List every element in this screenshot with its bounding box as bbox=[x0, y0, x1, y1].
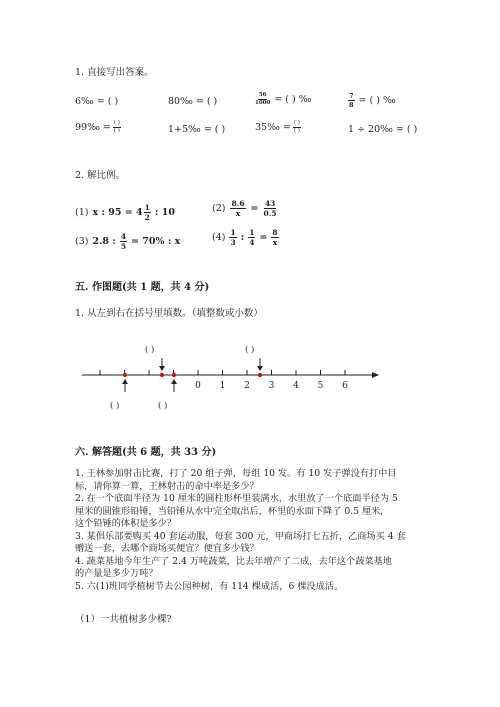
frac-den: 0.5 bbox=[263, 209, 277, 218]
q2-p4-label: (4) bbox=[212, 232, 226, 243]
sec5-q1: 1. 从左到右在括号里填数。（填整数或小数） bbox=[75, 308, 263, 319]
tick-label: 4 bbox=[293, 381, 299, 391]
frac-den: 2 bbox=[144, 213, 150, 222]
tick-label: 6 bbox=[342, 381, 348, 391]
problem-line: 这个铅锤的体积是多少？ bbox=[75, 518, 177, 529]
q2-p2-eq: = bbox=[250, 203, 259, 214]
frac-num: 8.6 bbox=[231, 199, 245, 208]
tick-label: 5 bbox=[317, 381, 324, 391]
sec6-problems bbox=[75, 468, 406, 593]
bottom-blank-1: ( ) bbox=[110, 401, 120, 411]
problem-line: 2. 在一个底面半径为 10 厘米的圆柱形杯里装满水，水里放了一个底面半径为 5 bbox=[75, 493, 398, 504]
tick-label: 0 bbox=[195, 381, 201, 391]
red-point-2 bbox=[160, 373, 164, 377]
problem-line: 赠送一套，去哪个商场买便宜？便宜多少钱？ bbox=[75, 543, 259, 554]
q1-r1-b: 80‰ = ( ) bbox=[168, 96, 218, 107]
red-point-3 bbox=[172, 373, 176, 377]
frac-num: 8 bbox=[272, 228, 278, 237]
q2-p1-a: x : 95 = 4 bbox=[92, 207, 143, 218]
q2-p3-label: (3) bbox=[75, 236, 89, 247]
q2-p4-eq: = bbox=[259, 232, 268, 243]
sec6-sub1: （1）一共植树多少棵? bbox=[75, 614, 172, 625]
top-blank-2: ( ) bbox=[245, 345, 255, 355]
frac-den: ( ) bbox=[293, 127, 300, 134]
problem-line: 3. 某俱乐部要购买 40 套运动服，每套 300 元，甲商场打七五折，乙商场买 4 套 bbox=[75, 530, 406, 542]
q2-p2-label: (2) bbox=[212, 203, 226, 214]
q2-p1-label: (1) bbox=[75, 207, 89, 218]
q1-r1-c-tail: = ( ) ‰ bbox=[274, 93, 312, 105]
frac-num: ( ) bbox=[113, 120, 120, 126]
tick-label: 1 bbox=[219, 381, 226, 391]
frac-num: 4 bbox=[120, 232, 127, 241]
sec5-heading: 五. 作图题(共 1 题，共 4 分) bbox=[75, 282, 210, 293]
problem-line: 标，请你算一算，王林射击的命中率是多少？ bbox=[75, 480, 259, 492]
up-arrow-1 bbox=[122, 379, 128, 392]
bottom-blank-2: ( ) bbox=[158, 401, 168, 411]
q1-r2-b: 1+5‰ = ( ) bbox=[168, 124, 226, 135]
up-arrow-2 bbox=[171, 379, 177, 392]
q1-title: 1. 直接写出答案。 bbox=[75, 67, 154, 78]
tick-label: 2 bbox=[244, 381, 250, 391]
red-point-1 bbox=[123, 373, 127, 377]
problem-line: 的产量是多少万吨？ bbox=[75, 568, 158, 579]
frac-den: x bbox=[235, 209, 241, 218]
q1-r2-a-lead: 99‰ = bbox=[75, 121, 111, 133]
q2-p3-b: = 70% : x bbox=[131, 236, 181, 247]
q2-p3-a: 2.8 : bbox=[92, 236, 116, 247]
frac-num: 7 bbox=[349, 92, 354, 100]
frac-den: 5 bbox=[120, 242, 127, 251]
sec6-heading: 六. 解答题(共 6 题，共 33 分) bbox=[75, 447, 217, 458]
frac-num: 1 bbox=[144, 203, 150, 212]
q1-r2-c-lead: 35‰ = bbox=[255, 121, 291, 133]
frac-num: 1 bbox=[249, 228, 255, 237]
q2-title: 2. 解比例。 bbox=[75, 170, 126, 181]
q1-r1-a: 6‰ = ( ) bbox=[75, 96, 119, 107]
problem-line: 厘米的圆锥形铅锤，当铅锤从水中完全取出后，杯里的水面下降了 0.5 厘米， bbox=[75, 505, 390, 517]
q1-r1-d-tail: = ( ) ‰ bbox=[358, 95, 396, 106]
frac-den: 1000 bbox=[255, 99, 271, 106]
frac-num: 43 bbox=[264, 199, 276, 208]
frac-num: 56 bbox=[258, 92, 267, 98]
down-arrow-1 bbox=[159, 358, 165, 371]
frac-den: x bbox=[272, 238, 278, 247]
frac-den: ( ) bbox=[113, 127, 120, 134]
problem-line: 1. 王林参加射击比赛，打了 20 组子弹，每组 10 发。有 10 发子弹没有打中目 bbox=[75, 468, 397, 479]
problem-line: 5. 六(1)班同学植树节去公园种树，有 114 棵成活，6 棵没成活。 bbox=[75, 580, 344, 592]
frac-num: ( ) bbox=[293, 120, 300, 126]
q2-p4-mid: : bbox=[240, 232, 245, 243]
frac-den: 8 bbox=[349, 101, 354, 109]
q1-r2-d: 1 ÷ 20‰ = ( ) bbox=[348, 124, 418, 135]
frac-den: 4 bbox=[249, 238, 255, 247]
top-blank-1: ( ) bbox=[145, 345, 155, 355]
down-arrow-2 bbox=[257, 358, 263, 371]
frac-den: 3 bbox=[230, 238, 236, 247]
problem-line: 4. 蔬菜基地今年生产了 2.4 万吨蔬菜，比去年增产了二成，去年这个蔬菜基地 bbox=[75, 555, 392, 567]
frac-num: 1 bbox=[230, 228, 236, 237]
q2-p1-b: : 10 bbox=[154, 207, 175, 218]
tick-label: 3 bbox=[268, 381, 275, 391]
red-point-4 bbox=[258, 373, 262, 377]
